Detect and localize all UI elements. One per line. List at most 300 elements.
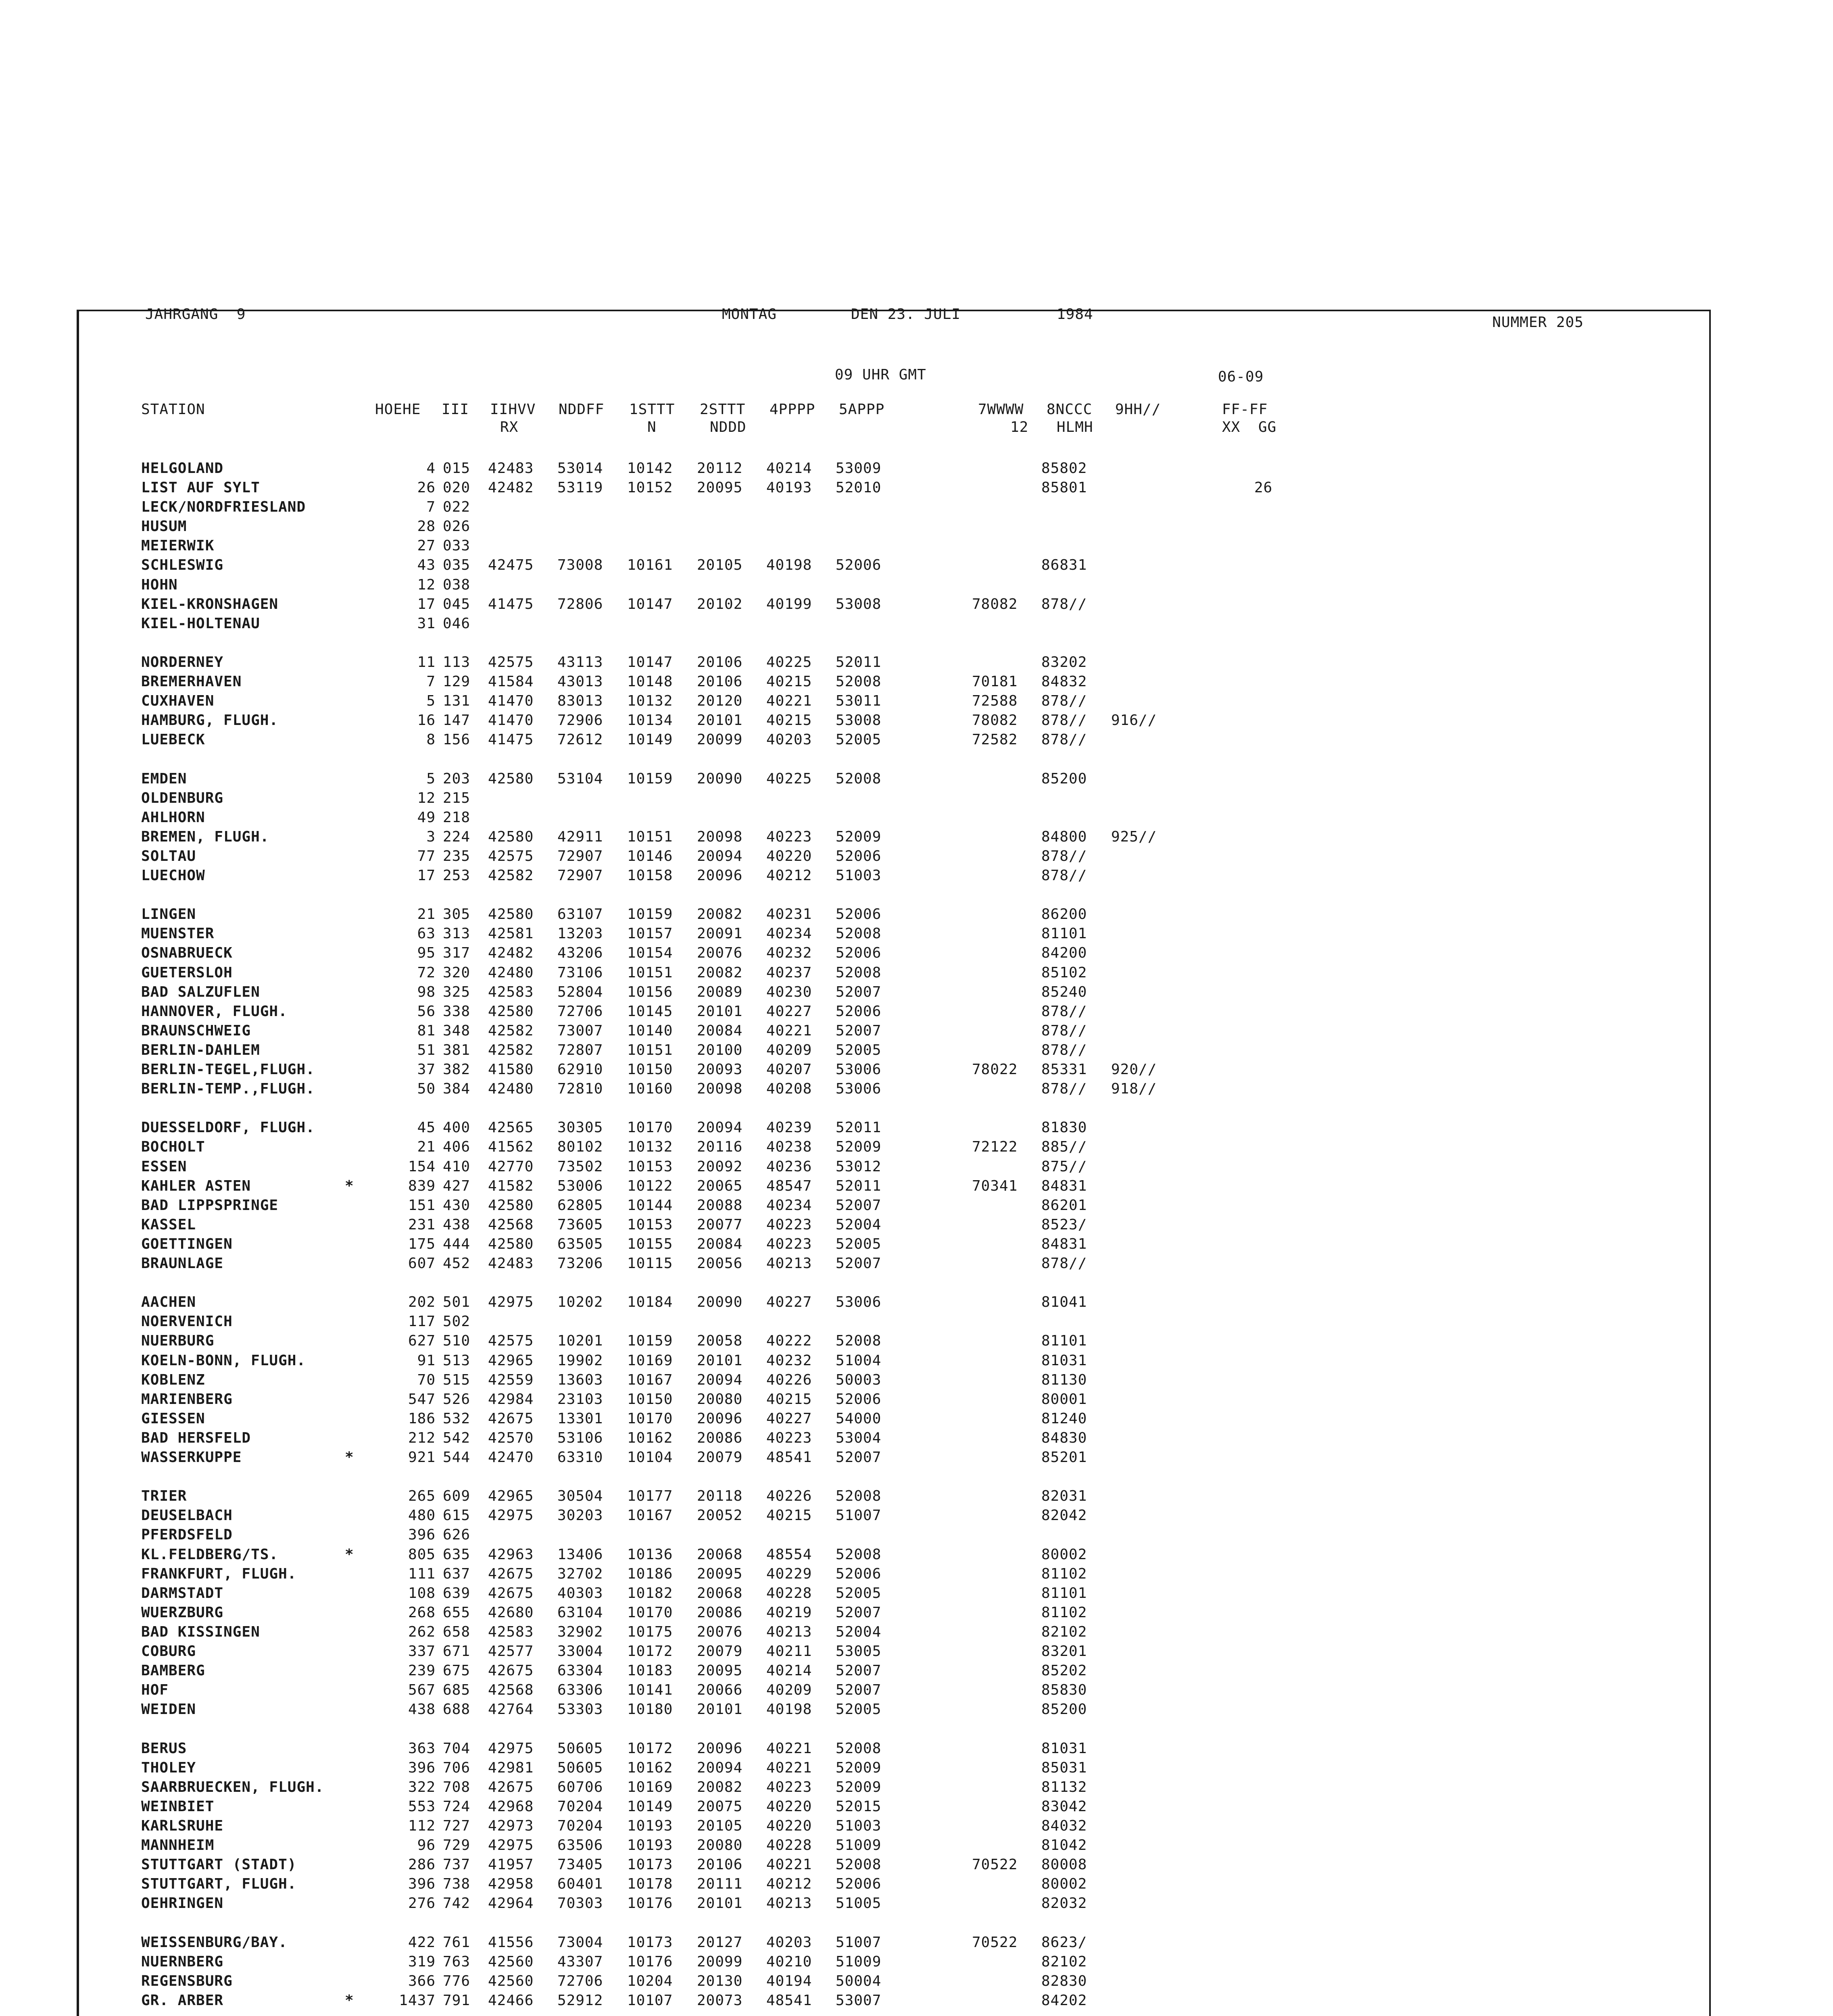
cell-8nccc: 83042 <box>1041 1798 1087 1815</box>
cell-8nccc: 878// <box>1041 693 1087 709</box>
cell-1sttt: 10175 <box>627 1624 673 1640</box>
cell-5appp: 52011 <box>836 1178 882 1194</box>
cell-4pppp: 40207 <box>766 1061 812 1078</box>
cell-2sttt: 20094 <box>697 848 743 864</box>
cell-8nccc: 81240 <box>1041 1410 1087 1427</box>
cell-5appp: 52006 <box>836 945 882 961</box>
cell-1sttt: 10161 <box>627 557 673 573</box>
cell-hoehe: 21 <box>417 906 436 923</box>
cell-4pppp: 40232 <box>766 945 812 961</box>
cell-1sttt: 10147 <box>627 596 673 612</box>
cell-nddff: 40303 <box>557 1585 603 1602</box>
cell-8nccc: 85331 <box>1041 1061 1087 1078</box>
cell-nddff: 53014 <box>557 460 603 477</box>
cell-nddff: 70204 <box>557 1818 603 1834</box>
cell-2sttt: 20101 <box>697 1003 743 1020</box>
cell-station-name: NORDERNEY <box>141 654 224 671</box>
cell-nddff: 60401 <box>557 1876 603 1892</box>
cell-iihvv: 42580 <box>488 906 534 923</box>
cell-station-name: LINGEN <box>141 906 196 923</box>
cell-iii: 046 <box>443 615 471 632</box>
cell-4pppp: 40198 <box>766 1701 812 1718</box>
cell-hoehe: 262 <box>408 1624 436 1640</box>
cell-8nccc: 81101 <box>1041 925 1087 942</box>
cell-8nccc: 878// <box>1041 1255 1087 1272</box>
cell-4pppp: 40215 <box>766 712 812 729</box>
cell-station-name: AHLHORN <box>141 809 205 826</box>
cell-iii: 532 <box>443 1410 471 1427</box>
cell-station-name: KL.FELDBERG/TS. <box>141 1546 279 1563</box>
cell-hoehe: 117 <box>408 1313 436 1330</box>
cell-8nccc: 81130 <box>1041 1372 1087 1388</box>
cell-2sttt: 20092 <box>697 1158 743 1175</box>
cell-5appp: 52011 <box>836 654 882 671</box>
cell-4pppp: 40226 <box>766 1488 812 1504</box>
year-label: 1984 <box>1057 306 1093 323</box>
cell-2sttt: 20127 <box>697 1934 743 1951</box>
cell-2sttt: 20073 <box>697 1992 743 2009</box>
cell-5appp: 51003 <box>836 867 882 884</box>
cell-station-name: AACHEN <box>141 1294 196 1310</box>
cell-station-name: HOF <box>141 1682 169 1698</box>
cell-nddff: 63104 <box>557 1604 603 1621</box>
cell-7wwww: 72588 <box>972 693 1018 709</box>
cell-iii: 400 <box>443 1119 471 1136</box>
cell-station-name: KOBLENZ <box>141 1372 205 1388</box>
cell-station-name: GIESSEN <box>141 1410 205 1427</box>
cell-8nccc: 84800 <box>1041 829 1087 845</box>
cell-iihvv: 41470 <box>488 712 534 729</box>
cell-2sttt: 20068 <box>697 1546 743 1563</box>
cell-1sttt: 10145 <box>627 1003 673 1020</box>
cell-8nccc: 81031 <box>1041 1740 1087 1757</box>
cell-4pppp: 40223 <box>766 829 812 845</box>
cell-4pppp: 40223 <box>766 1430 812 1446</box>
cell-iii: 406 <box>443 1139 471 1155</box>
cell-5appp: 53009 <box>836 460 882 477</box>
time-label: 09 UHR GMT <box>835 367 926 383</box>
cell-iihvv: 42568 <box>488 1682 534 1698</box>
cell-nddff: 70303 <box>557 1895 603 1912</box>
cell-iii: 727 <box>443 1818 471 1834</box>
cell-iihvv: 41957 <box>488 1856 534 1873</box>
sub-xx: XX <box>1222 419 1241 435</box>
cell-2sttt: 20068 <box>697 1585 743 1602</box>
cell-1sttt: 10134 <box>627 712 673 729</box>
cell-nddff: 63310 <box>557 1449 603 1466</box>
cell-station-name: MUENSTER <box>141 925 215 942</box>
cell-8nccc: 84831 <box>1041 1236 1087 1252</box>
cell-hoehe: 396 <box>408 1760 436 1776</box>
cell-iii: 658 <box>443 1624 471 1640</box>
cell-iihvv: 41470 <box>488 693 534 709</box>
cell-4pppp: 48547 <box>766 1178 812 1194</box>
cell-nddff: 62805 <box>557 1197 603 1214</box>
cell-2sttt: 20089 <box>697 984 743 1000</box>
cell-iihvv: 42675 <box>488 1779 534 1795</box>
cell-1sttt: 10150 <box>627 1391 673 1408</box>
cell-hoehe: 8 <box>426 731 436 748</box>
cell-iii: 704 <box>443 1740 471 1757</box>
cell-1sttt: 10162 <box>627 1760 673 1776</box>
cell-iii: 513 <box>443 1352 471 1369</box>
cell-iii: 410 <box>443 1158 471 1175</box>
cell-2sttt: 20101 <box>697 1701 743 1718</box>
cell-8nccc: 82031 <box>1041 1488 1087 1504</box>
cell-5appp: 52015 <box>836 1798 882 1815</box>
cell-iii: 675 <box>443 1662 471 1679</box>
cell-hoehe: 27 <box>417 537 436 554</box>
cell-2sttt: 20088 <box>697 1197 743 1214</box>
cell-iihvv: 42483 <box>488 1255 534 1272</box>
cell-5appp: 52006 <box>836 848 882 864</box>
cell-station-name: OEHRINGEN <box>141 1895 224 1912</box>
col-5appp: 5APPP <box>839 401 885 418</box>
cell-5appp: 52005 <box>836 1042 882 1058</box>
cell-1sttt: 10186 <box>627 1566 673 1582</box>
cell-8nccc: 81132 <box>1041 1779 1087 1795</box>
cell-iii: 761 <box>443 1934 471 1951</box>
cell-4pppp: 40209 <box>766 1682 812 1698</box>
cell-station-name: ESSEN <box>141 1158 187 1175</box>
cell-hoehe: 567 <box>408 1682 436 1698</box>
cell-iii: 444 <box>443 1236 471 1252</box>
cell-nddff: 63506 <box>557 1837 603 1854</box>
cell-station-name: COBURG <box>141 1643 196 1660</box>
cell-1sttt: 10151 <box>627 829 673 845</box>
cell-nddff: 62910 <box>557 1061 603 1078</box>
cell-iii: 776 <box>443 1973 471 1989</box>
cell-4pppp: 48541 <box>766 1449 812 1466</box>
cell-iii: 113 <box>443 654 471 671</box>
cell-1sttt: 10149 <box>627 731 673 748</box>
cell-1sttt: 10155 <box>627 1236 673 1252</box>
cell-iii: 637 <box>443 1566 471 1582</box>
cell-nddff: 30305 <box>557 1119 603 1136</box>
cell-1sttt: 10183 <box>627 1662 673 1679</box>
cell-iii: 325 <box>443 984 471 1000</box>
cell-1sttt: 10144 <box>627 1197 673 1214</box>
cell-iii: 626 <box>443 1527 471 1543</box>
cell-iii: 035 <box>443 557 471 573</box>
cell-hoehe: 480 <box>408 1507 436 1524</box>
cell-5appp: 51007 <box>836 1507 882 1524</box>
cell-1sttt: 10173 <box>627 1934 673 1951</box>
cell-4pppp: 40234 <box>766 1197 812 1214</box>
cell-station-name: DARMSTADT <box>141 1585 224 1602</box>
cell-iihvv: 42675 <box>488 1566 534 1582</box>
cell-station-name: WEISSENBURG/BAY. <box>141 1934 288 1951</box>
cell-5appp: 53006 <box>836 1081 882 1097</box>
cell-iihvv: 42580 <box>488 1003 534 1020</box>
cell-iihvv: 42964 <box>488 1895 534 1912</box>
cell-iii: 427 <box>443 1178 471 1194</box>
cell-2sttt: 20065 <box>697 1178 743 1194</box>
cell-iihvv: 42565 <box>488 1119 534 1136</box>
cell-4pppp: 40212 <box>766 867 812 884</box>
cell-2sttt: 20082 <box>697 1779 743 1795</box>
cell-1sttt: 10153 <box>627 1216 673 1233</box>
cell-nddff: 83013 <box>557 693 603 709</box>
cell-station-name: HELGOLAND <box>141 460 224 477</box>
cell-nddff: 32902 <box>557 1624 603 1640</box>
cell-5appp: 52008 <box>836 964 882 981</box>
cell-1sttt: 10172 <box>627 1643 673 1660</box>
cell-hoehe: 37 <box>417 1061 436 1078</box>
cell-5appp: 53008 <box>836 712 882 729</box>
cell-2sttt: 20120 <box>697 693 743 709</box>
cell-5appp: 52006 <box>836 1876 882 1892</box>
cell-7wwww: 70522 <box>972 1856 1018 1873</box>
cell-8nccc: 82102 <box>1041 1624 1087 1640</box>
cell-station-name: TRIER <box>141 1488 187 1504</box>
cell-1sttt: 10193 <box>627 1837 673 1854</box>
cell-1sttt: 10141 <box>627 1682 673 1698</box>
cell-station-name: KIEL-KRONSHAGEN <box>141 596 279 612</box>
cell-4pppp: 40221 <box>766 693 812 709</box>
cell-8nccc: 84831 <box>1041 1178 1087 1194</box>
cell-4pppp: 40193 <box>766 479 812 496</box>
cell-1sttt: 10157 <box>627 925 673 942</box>
cell-nddff: 53104 <box>557 771 603 787</box>
cell-hoehe: 319 <box>408 1954 436 1970</box>
cell-5appp: 53004 <box>836 1430 882 1446</box>
cell-iihvv: 42984 <box>488 1391 534 1408</box>
cell-5appp: 52010 <box>836 479 882 496</box>
cell-hoehe: 805 <box>408 1546 436 1563</box>
cell-1sttt: 10104 <box>627 1449 673 1466</box>
cell-2sttt: 20084 <box>697 1236 743 1252</box>
cell-station-name: SCHLESWIG <box>141 557 224 573</box>
cell-iihvv: 42480 <box>488 964 534 981</box>
cell-1sttt: 10149 <box>627 1798 673 1815</box>
cell-9hh: 920// <box>1111 1061 1157 1078</box>
cell-nddff: 53006 <box>557 1178 603 1194</box>
cell-4pppp: 40225 <box>766 654 812 671</box>
cell-hoehe: 7 <box>426 673 436 690</box>
cell-iihvv: 42560 <box>488 1954 534 1970</box>
cell-5appp: 52006 <box>836 1566 882 1582</box>
cell-hoehe: 5 <box>426 693 436 709</box>
cell-1sttt: 10140 <box>627 1023 673 1039</box>
cell-4pppp: 40227 <box>766 1410 812 1427</box>
cell-2sttt: 20094 <box>697 1760 743 1776</box>
cell-8nccc: 82032 <box>1041 1895 1087 1912</box>
cell-hoehe: 265 <box>408 1488 436 1504</box>
cell-2sttt: 20102 <box>697 596 743 612</box>
cell-1sttt: 10182 <box>627 1585 673 1602</box>
cell-mountain-marker: * <box>345 1449 354 1466</box>
cell-1sttt: 10107 <box>627 1992 673 2009</box>
cell-1sttt: 10159 <box>627 771 673 787</box>
col-ff-ff: FF-FF <box>1222 401 1268 418</box>
cell-8nccc: 80001 <box>1041 1391 1087 1408</box>
cell-hoehe: 175 <box>408 1236 436 1252</box>
cell-4pppp: 40208 <box>766 1081 812 1097</box>
cell-iihvv: 42483 <box>488 460 534 477</box>
cell-station-name: KOELN-BONN, FLUGH. <box>141 1352 306 1369</box>
cell-hoehe: 212 <box>408 1430 436 1446</box>
col-1sttt: 1STTT <box>629 401 675 418</box>
cell-1sttt: 10132 <box>627 693 673 709</box>
cell-nddff: 73405 <box>557 1856 603 1873</box>
cell-1sttt: 10122 <box>627 1178 673 1194</box>
cell-hoehe: 547 <box>408 1391 436 1408</box>
cell-8nccc: 81041 <box>1041 1294 1087 1310</box>
cell-1sttt: 10115 <box>627 1255 673 1272</box>
cell-hoehe: 49 <box>417 809 436 826</box>
cell-hoehe: 607 <box>408 1255 436 1272</box>
cell-4pppp: 40214 <box>766 1662 812 1679</box>
cell-8nccc: 84830 <box>1041 1430 1087 1446</box>
cell-iii: 045 <box>443 596 471 612</box>
cell-iihvv: 42981 <box>488 1760 534 1776</box>
cell-iii: 635 <box>443 1546 471 1563</box>
cell-nddff: 30504 <box>557 1488 603 1504</box>
cell-2sttt: 20099 <box>697 1954 743 1970</box>
cell-2sttt: 20106 <box>697 1856 743 1873</box>
cell-5appp: 52008 <box>836 1488 882 1504</box>
cell-2sttt: 20080 <box>697 1391 743 1408</box>
cell-8nccc: 875// <box>1041 1158 1087 1175</box>
cell-iihvv: 42568 <box>488 1216 534 1233</box>
cell-4pppp: 40234 <box>766 925 812 942</box>
sub-n: N <box>647 419 657 435</box>
cell-8nccc: 85240 <box>1041 984 1087 1000</box>
cell-4pppp: 40222 <box>766 1333 812 1349</box>
cell-station-name: BERUS <box>141 1740 187 1757</box>
cell-nddff: 72807 <box>557 1042 603 1058</box>
cell-4pppp: 40219 <box>766 1604 812 1621</box>
cell-4pppp: 40221 <box>766 1740 812 1757</box>
cell-iii: 438 <box>443 1216 471 1233</box>
col-iihvv: IIHVV <box>490 401 536 418</box>
cell-iii: 501 <box>443 1294 471 1310</box>
cell-iii: 452 <box>443 1255 471 1272</box>
cell-iihvv: 41580 <box>488 1061 534 1078</box>
cell-5appp: 53012 <box>836 1158 882 1175</box>
cell-5appp: 52009 <box>836 1139 882 1155</box>
col-hoehe: HOEHE <box>375 401 421 418</box>
cell-1sttt: 10154 <box>627 945 673 961</box>
cell-nddff: 42911 <box>557 829 603 845</box>
cell-8nccc: 85830 <box>1041 1682 1087 1698</box>
cell-8nccc: 878// <box>1041 596 1087 612</box>
cell-2sttt: 20076 <box>697 945 743 961</box>
cell-iii: 685 <box>443 1682 471 1698</box>
cell-7wwww: 72122 <box>972 1139 1018 1155</box>
cell-8nccc: 8523/ <box>1041 1216 1087 1233</box>
cell-nddff: 72706 <box>557 1003 603 1020</box>
cell-iii: 724 <box>443 1798 471 1815</box>
cell-nddff: 33004 <box>557 1643 603 1660</box>
cell-2sttt: 20106 <box>697 673 743 690</box>
cell-iii: 609 <box>443 1488 471 1504</box>
cell-1sttt: 10151 <box>627 964 673 981</box>
cell-2sttt: 20095 <box>697 1566 743 1582</box>
cell-iii: 382 <box>443 1061 471 1078</box>
cell-2sttt: 20079 <box>697 1449 743 1466</box>
cell-8nccc: 85031 <box>1041 1760 1087 1776</box>
cell-8nccc: 86831 <box>1041 557 1087 573</box>
cell-1sttt: 10147 <box>627 654 673 671</box>
cell-station-name: GR. ARBER <box>141 1992 224 2009</box>
cell-iii: 729 <box>443 1837 471 1854</box>
cell-iihvv: 42560 <box>488 1973 534 1989</box>
cell-iii: 026 <box>443 518 471 535</box>
col-nddff: NDDFF <box>559 401 605 418</box>
cell-4pppp: 40226 <box>766 1372 812 1388</box>
cell-nddff: 73605 <box>557 1216 603 1233</box>
cell-station-name: REGENSBURG <box>141 1973 233 1989</box>
cell-iii: 348 <box>443 1023 471 1039</box>
cell-hoehe: 26 <box>417 479 436 496</box>
cell-iii: 706 <box>443 1760 471 1776</box>
cell-mountain-marker: * <box>345 1992 354 2009</box>
cell-nddff: 73502 <box>557 1158 603 1175</box>
cell-station-name: PFERDSFELD <box>141 1527 233 1543</box>
cell-4pppp: 40198 <box>766 557 812 573</box>
cell-station-name: THOLEY <box>141 1760 196 1776</box>
cell-2sttt: 20098 <box>697 829 743 845</box>
cell-5appp: 52004 <box>836 1624 882 1640</box>
cell-5appp: 52009 <box>836 829 882 845</box>
cell-hoehe: 422 <box>408 1934 436 1951</box>
cell-iii: 033 <box>443 537 471 554</box>
cell-station-name: BOCHOLT <box>141 1139 205 1155</box>
cell-nddff: 23103 <box>557 1391 603 1408</box>
cell-hoehe: 96 <box>417 1837 436 1854</box>
cell-station-name: BREMERHAVEN <box>141 673 242 690</box>
cell-nddff: 60706 <box>557 1779 603 1795</box>
cell-iihvv: 42764 <box>488 1701 534 1718</box>
cell-hoehe: 31 <box>417 615 436 632</box>
cell-iii: 688 <box>443 1701 471 1718</box>
cell-nddff: 72906 <box>557 712 603 729</box>
cell-station-name: SAARBRUECKEN, FLUGH. <box>141 1779 324 1795</box>
cell-station-name: BAD LIPPSPRINGE <box>141 1197 279 1214</box>
cell-iihvv: 42675 <box>488 1410 534 1427</box>
cell-2sttt: 20095 <box>697 1662 743 1679</box>
cell-iihvv: 42958 <box>488 1876 534 1892</box>
cell-station-name: NUERBURG <box>141 1333 215 1349</box>
cell-4pppp: 40232 <box>766 1352 812 1369</box>
cell-2sttt: 20082 <box>697 906 743 923</box>
cell-iii: 215 <box>443 790 471 806</box>
cell-hoehe: 72 <box>417 964 436 981</box>
cell-1sttt: 10146 <box>627 848 673 864</box>
cell-5appp: 51003 <box>836 1818 882 1834</box>
cell-1sttt: 10176 <box>627 1954 673 1970</box>
cell-1sttt: 10169 <box>627 1779 673 1795</box>
cell-7wwww: 72582 <box>972 731 1018 748</box>
cell-hoehe: 95 <box>417 945 436 961</box>
cell-station-name: LECK/NORDFRIESLAND <box>141 499 306 515</box>
cell-5appp: 52008 <box>836 771 882 787</box>
cell-station-name: HANNOVER, FLUGH. <box>141 1003 288 1020</box>
cell-station-name: NOERVENICH <box>141 1313 233 1330</box>
cell-2sttt: 20106 <box>697 654 743 671</box>
cell-iihvv: 42675 <box>488 1662 534 1679</box>
cell-2sttt: 20100 <box>697 1042 743 1058</box>
cell-mountain-marker: * <box>345 1178 354 1194</box>
cell-station-name: GUETERSLOH <box>141 964 233 981</box>
cell-4pppp: 40211 <box>766 1643 812 1660</box>
cell-2sttt: 20091 <box>697 925 743 942</box>
cell-nddff: 13603 <box>557 1372 603 1388</box>
cell-4pppp: 40227 <box>766 1294 812 1310</box>
cell-5appp: 51009 <box>836 1837 882 1854</box>
